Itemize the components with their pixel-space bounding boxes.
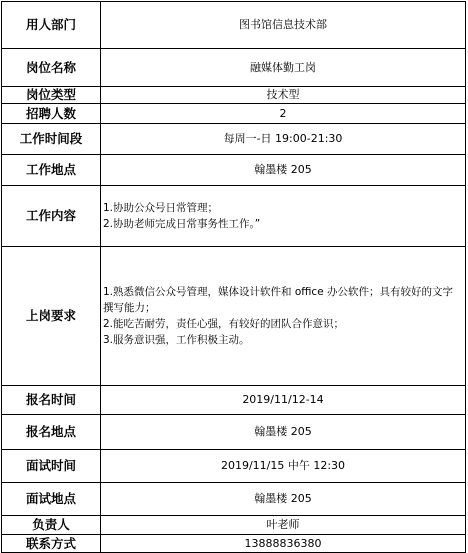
interview-location-value: 翰墨楼 205 xyxy=(101,483,466,516)
position-type-value: 技术型 xyxy=(101,87,466,104)
headcount-label: 招聘人数 xyxy=(2,104,101,124)
work-location-value: 翰墨楼 205 xyxy=(101,155,466,186)
job-posting-table xyxy=(1,1,466,553)
requirements-value xyxy=(101,247,466,386)
registration-location-label: 报名地点 xyxy=(2,415,101,450)
table-row xyxy=(2,450,466,483)
position-name-value: 融媒体勤工岗 xyxy=(101,49,466,87)
requirement-line: 1.熟悉微信公众号管理，媒体设计软件和 office 办公软件；具有较好的文字撰写能力； xyxy=(103,286,454,314)
headcount-value: 2 xyxy=(101,104,466,124)
department-label: 用人部门 xyxy=(2,2,101,49)
department-value: 图书馆信息技术部 xyxy=(101,2,466,49)
contact-info-label: 联系方式 xyxy=(2,535,101,553)
table-row xyxy=(2,483,466,516)
requirements-label: 上岗要求 xyxy=(2,247,101,386)
table-row xyxy=(2,49,466,87)
contact-info-value: 13888836380 xyxy=(101,535,466,553)
table-row xyxy=(2,535,466,553)
table-row xyxy=(2,104,466,124)
work-content-line: 1.协助公众号日常管理； xyxy=(103,202,219,214)
work-content-value xyxy=(101,186,466,247)
work-hours-label: 工作时间段 xyxy=(2,124,101,155)
table-row xyxy=(2,87,466,104)
contact-person-label: 负责人 xyxy=(2,516,101,535)
table-row xyxy=(2,124,466,155)
registration-time-value: 2019/11/12-14 xyxy=(101,386,466,415)
position-type-label: 岗位类型 xyxy=(2,87,101,104)
work-content-label: 工作内容 xyxy=(2,186,101,247)
interview-time-label: 面试时间 xyxy=(2,450,101,483)
position-name-label: 岗位名称 xyxy=(2,49,101,87)
contact-person-value: 叶老师 xyxy=(101,516,466,535)
table-row xyxy=(2,186,466,247)
table-row xyxy=(2,155,466,186)
table-row xyxy=(2,415,466,450)
table-row xyxy=(2,516,466,535)
work-content-line: 2.协助老师完成日常事务性工作。” xyxy=(103,218,261,230)
registration-time-label: 报名时间 xyxy=(2,386,101,415)
work-location-label: 工作地点 xyxy=(2,155,101,186)
table-row xyxy=(2,2,466,49)
work-hours-value: 每周一-日 19:00-21:30 xyxy=(101,124,466,155)
table-row xyxy=(2,386,466,415)
table-row xyxy=(2,247,466,386)
interview-time-value: 2019/11/15 中午 12:30 xyxy=(101,450,466,483)
requirement-line: 2.能吃苦耐劳，责任心强，有较好的团队合作意识； xyxy=(103,318,345,330)
registration-location-value: 翰墨楼 205 xyxy=(101,415,466,450)
interview-location-label: 面试地点 xyxy=(2,483,101,516)
requirement-line: 3.服务意识强，工作积极主动。 xyxy=(103,334,250,346)
